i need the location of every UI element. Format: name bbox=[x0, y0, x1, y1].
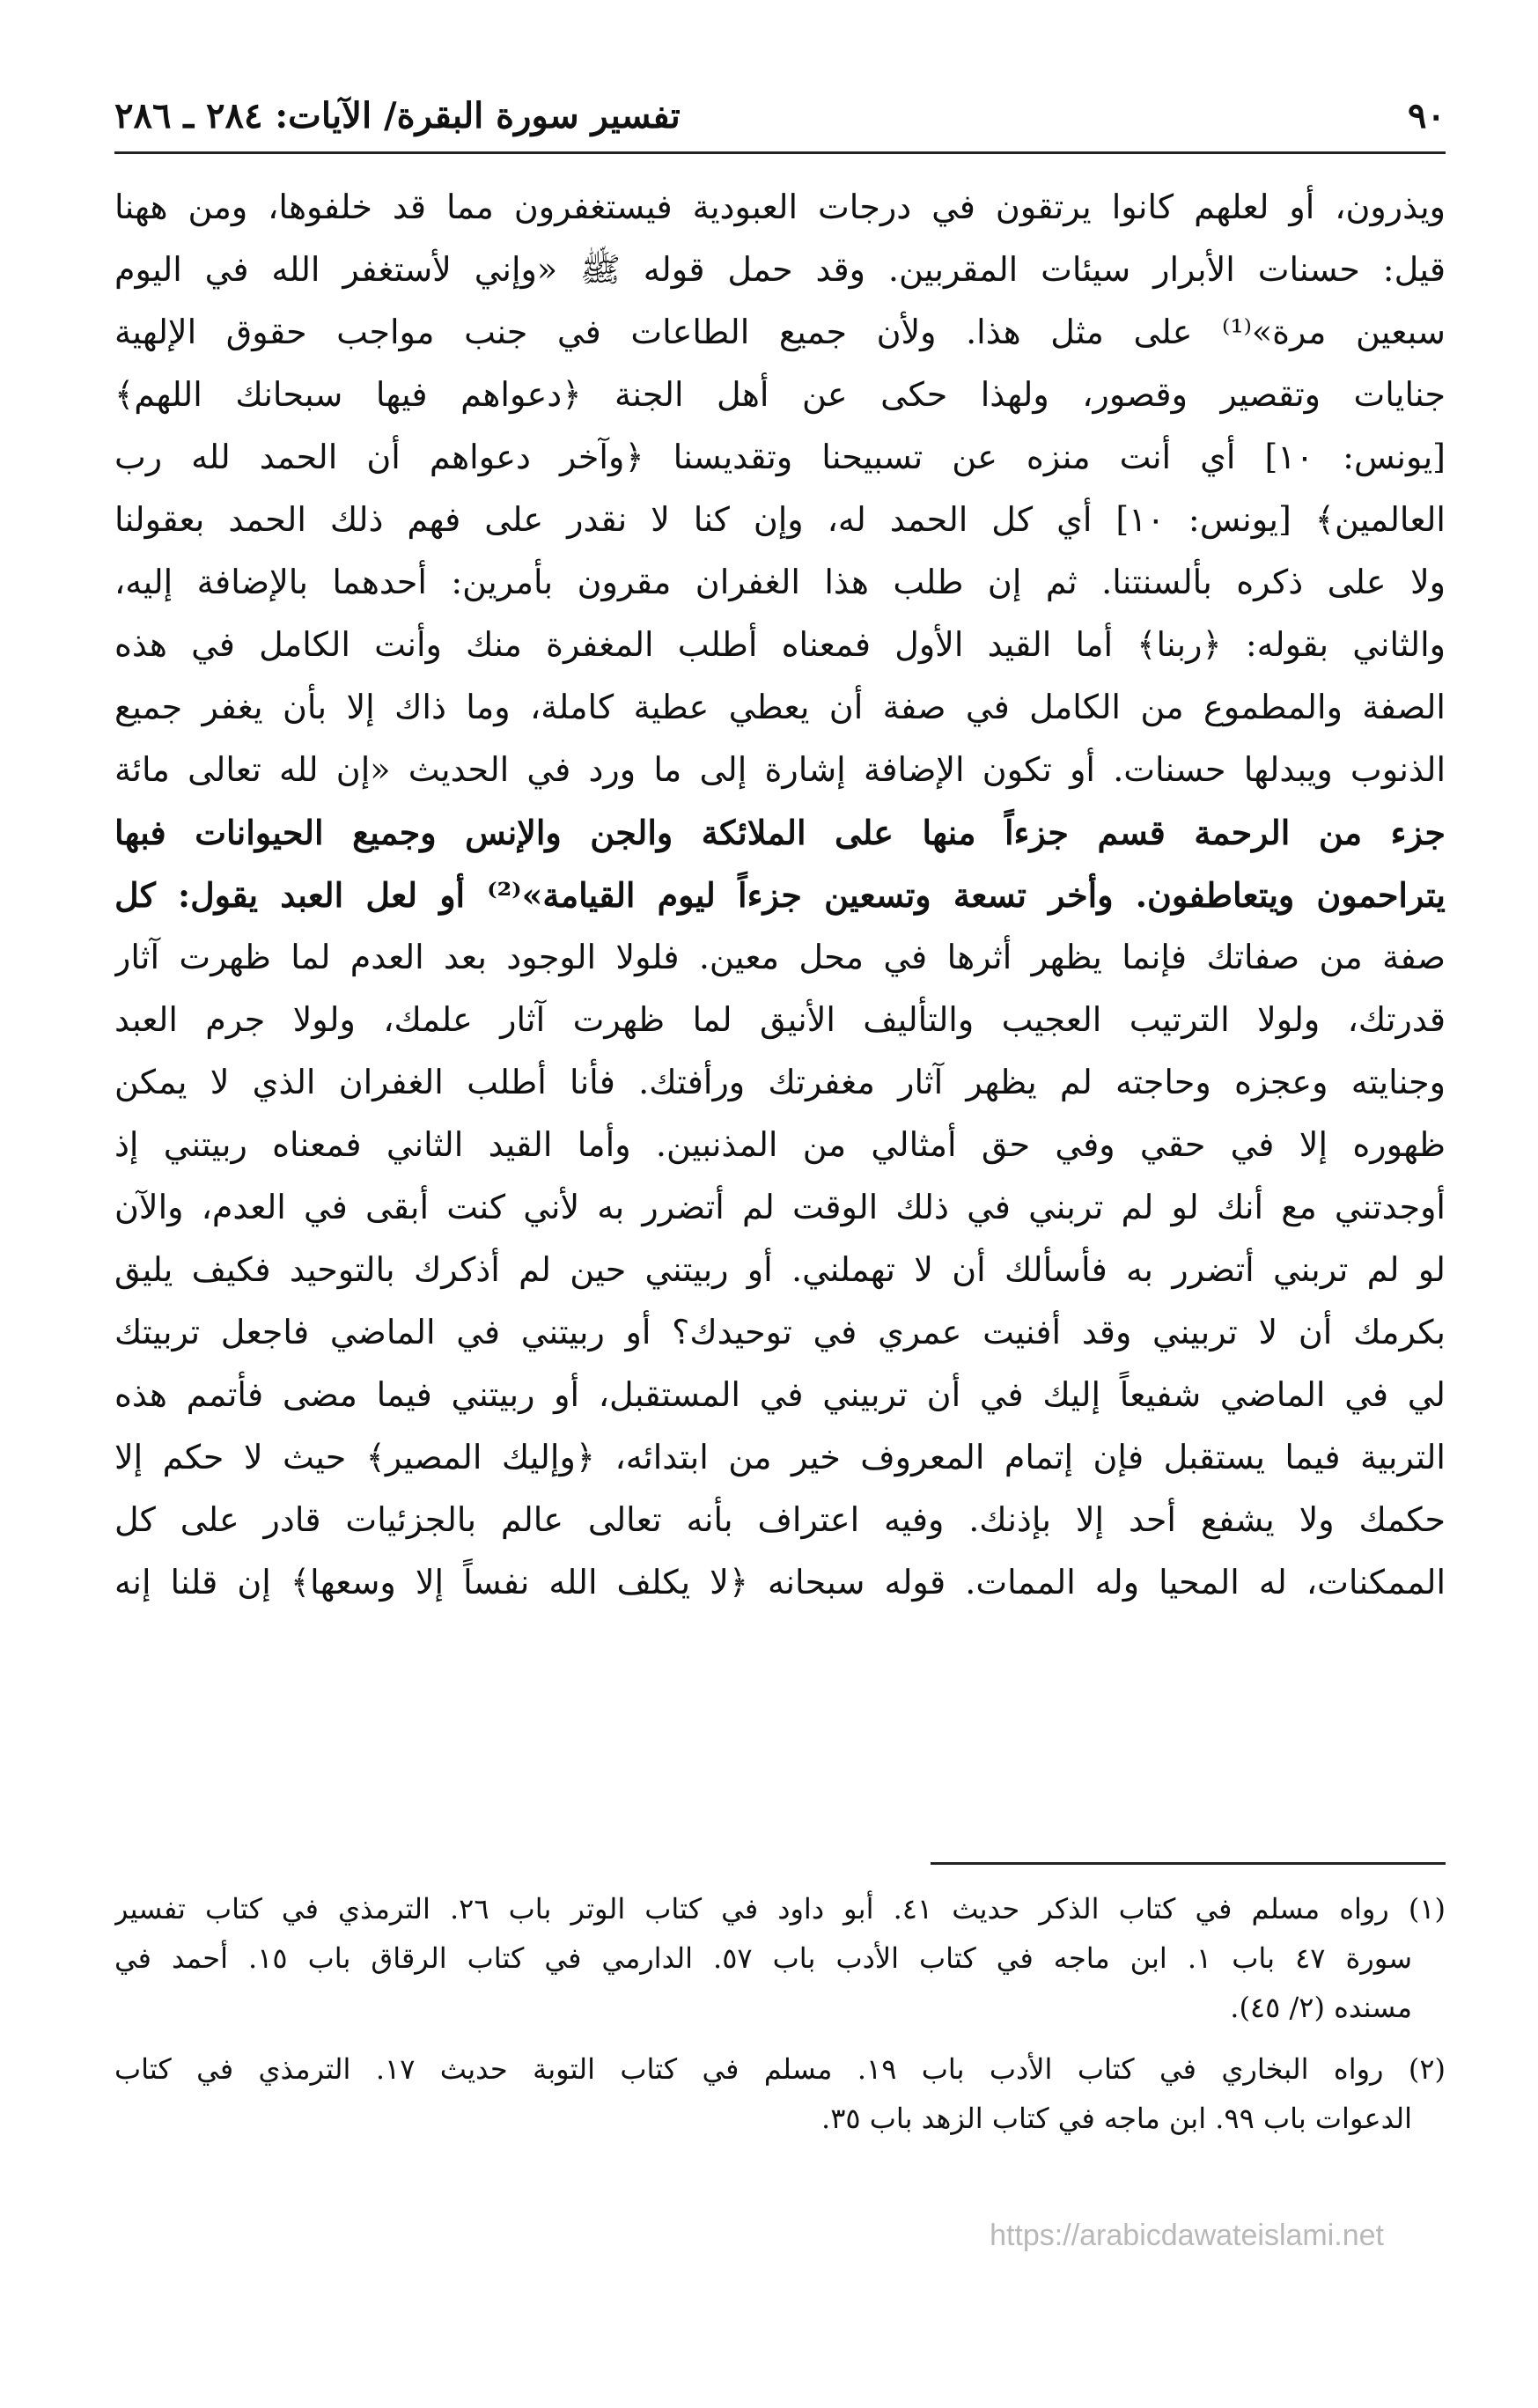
body-line: لي في الماضي شفيعاً إليك في أن تربيني في المستقبل، أو ربيتني فيما مضى فأتمم هذه bbox=[114, 1375, 1446, 1414]
body-line: والثاني بقوله: ﴿ربنا﴾ أما القيد الأول فمعناه أطلب المغفرة منك وأنت الكامل في هذه bbox=[114, 625, 1446, 664]
body-line: لو لم تربني أتضرر به فأسألك أن لا تهملني. أو ربيتني حين لم أذكرك بالتوحيد فكيف يليق bbox=[114, 1250, 1446, 1289]
body-line: جنايات وتقصير وقصور، ولهذا حكى عن أهل الجنة ﴿دعواهم فيها سبحانك اللهم﴾ bbox=[114, 375, 1446, 414]
footnote-2-line: الدعوات باب ٩٩. ابن ماجه في كتاب الزهد باب ٣٥. bbox=[821, 2102, 1412, 2135]
body-line: حكمك ولا يشفع أحد إلا بإذنك. وفيه اعتراف بأنه تعالى عالم بالجزئيات قادر على كل bbox=[114, 1500, 1446, 1539]
body-line: صفة من صفاتك فإنما يظهر أثرها في محل معين. فلولا الوجود بعد العدم لما ظهرت آثار bbox=[114, 938, 1446, 976]
footnotes bbox=[114, 1884, 1446, 2143]
body-line: بكرمك أن لا تربيني وقد أفنيت عمري في توحيدك؟ أو ربيتني في الماضي فاجعل تربيتك bbox=[114, 1313, 1446, 1351]
page-number: ٩٠ bbox=[1408, 95, 1446, 136]
body-line: ولا على ذكره بألسنتنا. ثم إن طلب هذا الغفران مقرون بأمرين: أحدهما بالإضافة إليه، bbox=[114, 563, 1446, 601]
body-line: التربية فيما يستقبل فإن إتمام المعروف خير من ابتدائه، ﴿وإليك المصير﴾ حيث لا حكم إلا bbox=[114, 1438, 1446, 1476]
footnote-gap bbox=[114, 2032, 1446, 2044]
body-line: الممكنات، له المحيا وله الممات. قوله سبحانه ﴿لا يكلف الله نفساً إلا وسعها﴾ إن قلنا إنه bbox=[114, 1563, 1446, 1602]
body-text bbox=[114, 176, 1446, 1614]
footnote-rule bbox=[931, 1862, 1446, 1865]
body-line: سبعين مرة»⁽¹⁾ على مثل هذا. ولأن جميع الطاعات في جنب مواجب حقوق الإلهية bbox=[114, 313, 1446, 351]
header-rule bbox=[114, 151, 1446, 154]
page-header bbox=[114, 95, 1446, 148]
watermark-url: https://arabicdawateislami.net bbox=[990, 2219, 1384, 2252]
running-title: تفسير سورة البقرة/ الآيات: ٢٨٤ ـ ٢٨٦ bbox=[114, 95, 681, 136]
footnote-2-line: (٢) رواه البخاري في كتاب الأدب باب ١٩. مسلم في كتاب التوبة حديث ١٧. الترمذي في كتاب bbox=[114, 2052, 1446, 2086]
body-line-hadith: يتراحمون ويتعاطفون. وأخر تسعة وتسعين جزءاً ليوم القيامة»⁽²⁾ أو لعل العبد يقول: كل bbox=[114, 875, 1446, 915]
body-line: الصفة والمطموع من الكامل في صفة أن يعطي عطية كاملة، وما ذاك إلا بأن يغفر جميع bbox=[114, 688, 1446, 726]
footnote-1-line: سورة ٤٧ باب ١. ابن ماجه في كتاب الأدب باب ٥٧. الدارمي في كتاب الرقاق باب ١٥. أحمد في bbox=[114, 1941, 1413, 1975]
body-line-hadith: جزء من الرحمة قسم جزءاً منها على الملائكة والجن والإنس وجميع الحيوانات فبها bbox=[114, 813, 1446, 852]
body-line: أوجدتني مع أنك لو لم تربني في ذلك الوقت لم أتضرر به لأني كنت أبقى في العدم، والآن bbox=[114, 1188, 1446, 1226]
body-line: قدرتك، ولولا الترتيب العجيب والتأليف الأنيق لما ظهرت آثار علمك، ولولا جرم العبد bbox=[114, 1000, 1446, 1039]
footnote-1-line: (١) رواه مسلم في كتاب الذكر حديث ٤١. أبو داود في كتاب الوتر باب ٢٦. الترمذي في كتاب تفسير bbox=[114, 1892, 1446, 1926]
body-line: وجنايته وعجزه وحاجته لم يظهر آثار مغفرتك ورأفتك. فأنا أطلب الغفران الذي لا يمكن bbox=[114, 1063, 1446, 1101]
body-line: ويذرون، أو لعلهم كانوا يرتقون في درجات العبودية فيستغفرون مما قد خلفوها، ومن ههنا bbox=[114, 188, 1446, 226]
body-line: [يونس: ١٠] أي أنت منزه عن تسبيحنا وتقديسنا ﴿وآخر دعواهم أن الحمد لله رب bbox=[114, 438, 1446, 476]
body-line: ظهوره إلا في حقي وفي حق أمثالي من المذنبين. وأما القيد الثاني فمعناه ربيتني إذ bbox=[114, 1125, 1446, 1164]
body-line: قيل: حسنات الأبرار سيئات المقربين. وقد حمل قوله ﷺ «وإني لأستغفر الله في اليوم bbox=[114, 250, 1446, 289]
footnote-1-line: مسنده (٢/ ٤٥). bbox=[1230, 1991, 1412, 2024]
body-line: الذنوب ويبدلها حسنات. أو تكون الإضافة إشارة إلى ما ورد في الحديث «إن لله تعالى مائة bbox=[114, 750, 1446, 789]
body-line: العالمين﴾ [يونس: ١٠] أي كل الحمد له، وإن كنا لا نقدر على فهم ذلك الحمد بعقولنا bbox=[114, 500, 1446, 539]
